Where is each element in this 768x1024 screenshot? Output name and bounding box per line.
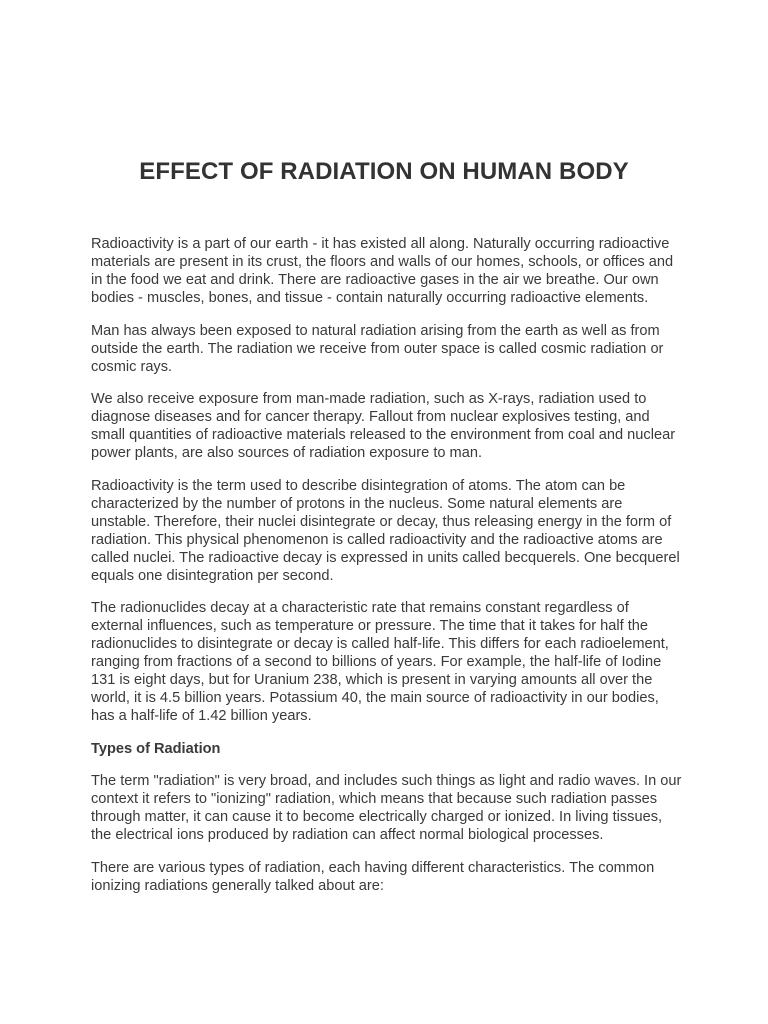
paragraph-radiation-types: There are various types of radiation, each having different characteristics. The common ionizing radiations generally talked about are: — [91, 859, 655, 894]
paragraph-half-life: The radionuclides decay at a characteristic rate that remains constant regardless of external influences, such as temperature or pressure. The time that it takes for half the radionuclides to disintegrate or decay is called half-life. This differs for each radioelement, ranging from fractions of a second to billions of years. For example, the half-life of Iodine 131 is eight days, but for Uranium 238, which is present in varying amounts all over the world, it is 4.5 billion years. Potassium 40, the main source of radioactivity in our bodies, has a half-life of 1.42 billion years. — [91, 600, 669, 724]
paragraph-ionizing-radiation: The term "radiation" is very broad, and includes such things as light and radio waves. In our context it refers to "ionizing" radiation, which means that because such radiation passes through matter, it can cause it to become electrically charged or ionized. In living tissues, the electrical ions produced by radiation can affect normal biological processes. — [91, 773, 682, 843]
paragraph-natural-radiation: Man has always been exposed to natural radiation arising from the earth as well as from outside the earth. The radiation we receive from outer space is called cosmic radiation or cosmic rays. — [91, 322, 664, 375]
paragraph-radioactivity-intro: Radioactivity is a part of our earth - it has existed all along. Naturally occurring radioactive materials are present in its crust, the floors and walls of our homes, schools, or offices and in the food we eat and drink. There are radioactive gases in the air we breathe. Our own bodies - muscles, bones, and tissue - contain naturally occurring radioactive elements. — [91, 236, 674, 306]
paragraph-disintegration: Radioactivity is the term used to describe disintegration of atoms. The atom can be characterized by the number of protons in the nucleus. Some natural elements are unstable. Therefore, their nuclei disintegrate or decay, thus releasing energy in the form of radiation. This physical phenomenon is called radioactivity and the radioactive atoms are called nuclei. The radioactive decay is expressed in units called becquerels. One becquerel equals one disintegration per second. — [91, 477, 680, 584]
section-heading-types-of-radiation: Types of Radiation — [91, 740, 221, 757]
page-title: EFFECT OF RADIATION ON HUMAN BODY — [139, 158, 629, 185]
paragraph-man-made-radiation: We also receive exposure from man-made radiation, such as X-rays, radiation used to diagnose diseases and for cancer therapy. Fallout from nuclear explosives testing, and small quantities of radioactive materials released to the environment from coal and nuclear power plants, are also sources of radiation exposure to man. — [91, 391, 676, 461]
document-body — [91, 235, 683, 909]
